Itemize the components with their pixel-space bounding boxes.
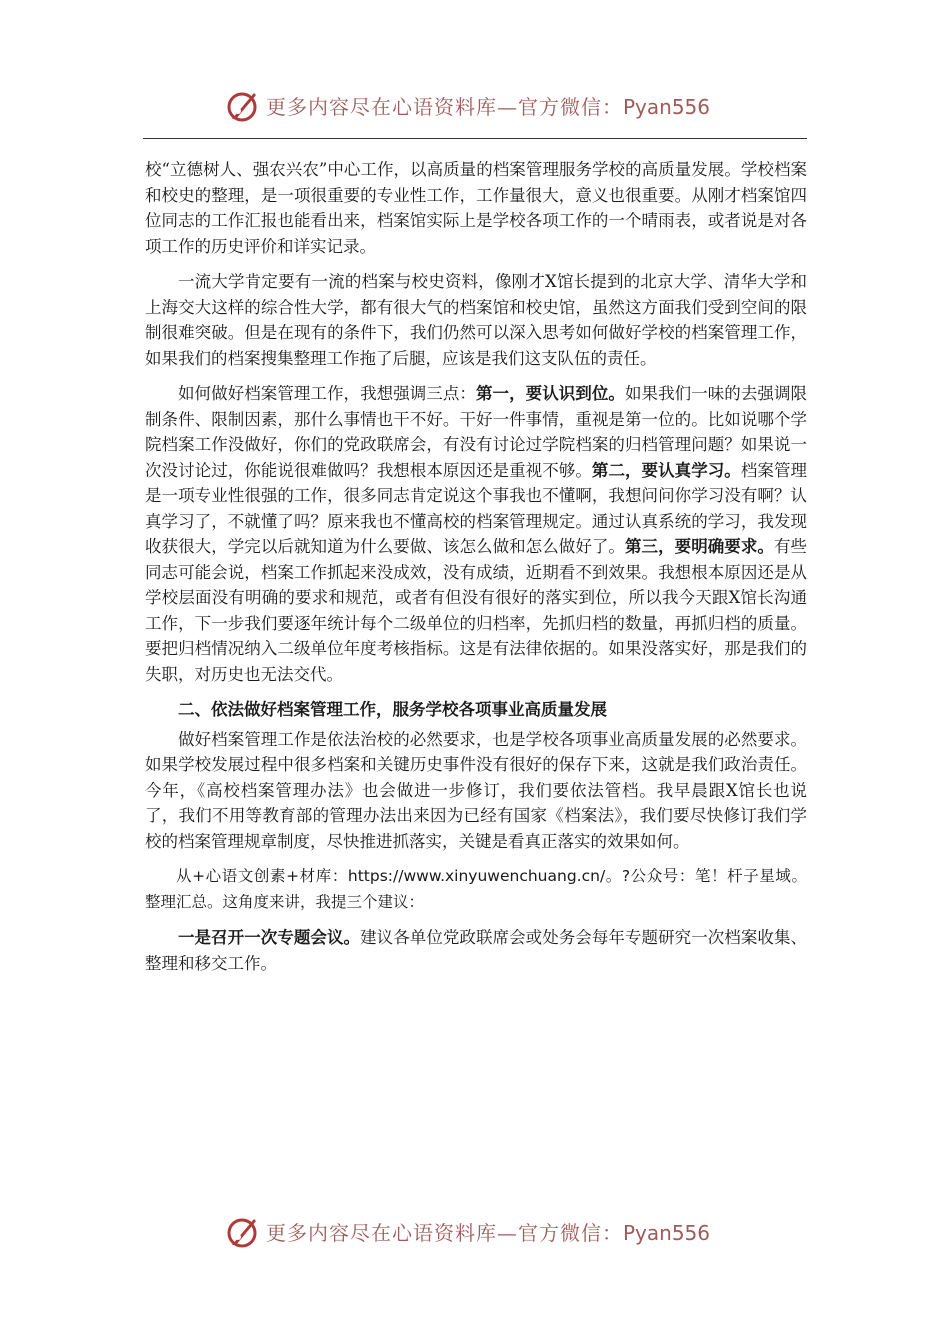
- quill-logo-icon: [226, 1215, 260, 1249]
- paragraph: 一是召开一次专题会议。建议各单位党政联席会或处务会每年专题研究一次档案收集、整理和移交工作。: [145, 928, 808, 973]
- paragraph: 校“立德树人、强农兴农”中心工作，以高质量的档案管理服务学校的高质量发展。学校档案和校史的整理，是一项很重要的专业性工作，工作量很大，意义也很重要。从刚才档案馆四位同志的工作汇报也能看出来，档案馆实际上是学校各项工作的一个晴雨表，或者说是对各项工作的历史评价和详实记录。: [145, 160, 807, 256]
- header-rule: [143, 138, 807, 139]
- banner-text: 更多内容尽在心语资料库—官方微信：Pyan556: [266, 1221, 711, 1245]
- footer-banner: [0, 1211, 950, 1251]
- quill-logo-icon: [226, 89, 260, 123]
- document-body: [145, 157, 807, 976]
- header-banner: [0, 85, 950, 125]
- paragraph: 从+心语文创素+材库：https://www.xinyuwenchuang.cn/。?公众号：笔！杆子星域。整理汇总。这角度来讲，我提三个建议：: [145, 867, 807, 911]
- section-heading: 二、依法做好档案管理工作，服务学校各项事业高质量发展: [178, 700, 607, 719]
- paragraph: 做好档案管理工作是依法治校的必然要求，也是学校各项事业高质量发展的必然要求。如果学校发展过程中很多档案和关键历史事件没有很好的保存下来，这就是我们政治责任。今年，《高校档案管理办法》也会做进一步修订，我们要依法管档。我早晨跟X馆长也说了，我们不用等教育部的管理办法出来因为已经有国家《档案法》，我们要尽快修订我们学校的档案管理规章制度，尽快推进抓落实，关键是看真正落实的效果如何。: [145, 729, 807, 851]
- banner-text: 更多内容尽在心语资料库—官方微信：Pyan556: [266, 95, 711, 119]
- paragraph: 一流大学肯定要有一流的档案与校史资料，像刚才X馆长提到的北京大学、清华大学和上海交大这样的综合性大学，都有很大气的档案馆和校史馆，虽然这方面我们受到空间的限制很难突破。但是在现有的条件下，我们仍然可以深入思考如何做好学校的档案管理工作，如果我们的档案搜集整理工作拖了后腿，应该是我们这支队伍的责任。: [145, 272, 807, 368]
- paragraph: 如何做好档案管理工作，我想强调三点：第一，要认识到位。如果我们一味的去强调限制条件、限制因素，那什么事情也干不好。干好一件事情，重视是第一位的。比如说哪个学院档案工作没做好，你们的党政联席会，有没有讨论过学院档案的归档管理问题？如果说一次没讨论过，你能说很难做吗？我想根本原因还是重视不够。第二，要认真学习。档案管理是一项专业性很强的工作，很多同志肯定说这个事我也不懂啊，我想问问你学习没有啊？认真学习了，不就懂了吗？原来我也不懂高校的档案管理规定。通过认真系统的学习，我发现收获很大，学完以后就知道为什么要做、该怎么做和怎么做好了。第三，要明确要求。有些同志可能会说，档案工作抓起来没成效，没有成绩，近期看不到效果。我想根本原因还是从学校层面没有明确的要求和规范，或者有但没有很好的落实到位，所以我今天跟X馆长沟通工作，下一步我们要逐年统计每个二级单位的归档率，先抓归档的数量，再抓归档的质量。要把归档情况纳入二级单位年度考核指标。这是有法律依据的。如果没落实好，那是我们的失职，对历史也无法交代。: [145, 384, 808, 684]
